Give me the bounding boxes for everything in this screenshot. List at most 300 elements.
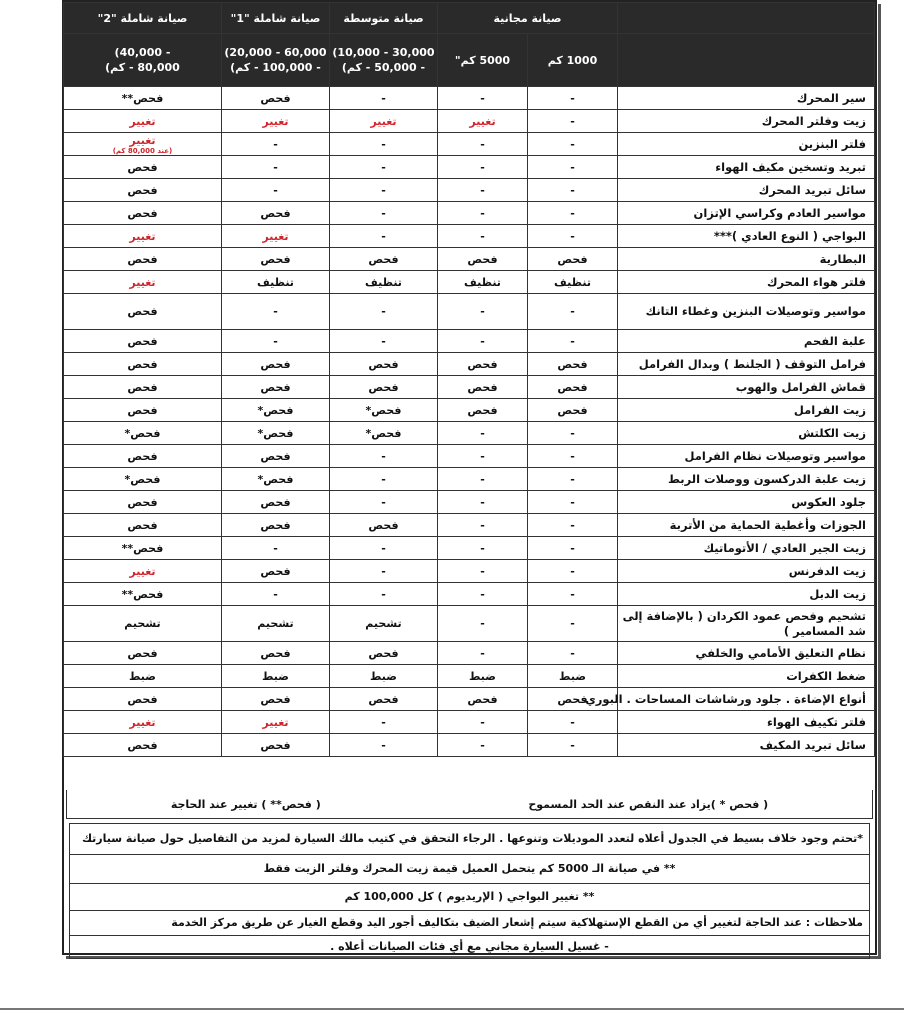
table-row [63, 376, 874, 399]
cell-value: - [480, 472, 485, 486]
cell-medium [329, 248, 437, 271]
table-row [63, 399, 874, 422]
cell-value: - [381, 160, 386, 174]
cell-value: فحص [368, 252, 399, 266]
cell-c1000 [528, 294, 618, 330]
header-row-2 [63, 34, 874, 87]
cell-value: تشحيم [124, 617, 161, 630]
row-item-label: نظام التعليق الأمامي والخلفي [618, 642, 875, 665]
page-bottom-rule [0, 1008, 904, 1010]
table-row [63, 514, 874, 537]
row-item-label: ضغط الكفرات [618, 665, 875, 688]
cell-value: - [570, 206, 575, 220]
cell-c5000 [437, 491, 527, 514]
cell-full2 [63, 271, 221, 294]
cell-value: - [480, 229, 485, 243]
cell-medium [329, 445, 437, 468]
table-row [63, 110, 874, 133]
medium-range-b: - 50,000 - كم) [341, 61, 426, 74]
full1-range-b: - 100,000 - كم) [230, 61, 321, 74]
cell-value: فحص [557, 252, 588, 266]
cell-value: ضبط [559, 669, 586, 683]
cell-medium [329, 156, 437, 179]
cell-medium [329, 294, 437, 330]
cell-full2 [63, 353, 221, 376]
cell-medium [329, 583, 437, 606]
cell-value: - [480, 646, 485, 660]
cell-value: فحص [127, 646, 158, 660]
cell-value: فحص* [257, 472, 294, 486]
cell-value: فحص* [365, 403, 402, 417]
cell-value: ضبط [370, 669, 397, 683]
row-item-label: فلتر البنزين [618, 133, 875, 156]
cell-full1 [221, 110, 329, 133]
cell-c1000 [528, 491, 618, 514]
maintenance-schedule-sheet [62, 0, 877, 955]
cell-c5000 [437, 560, 527, 583]
cell-c5000 [437, 225, 527, 248]
row-item-label: مواسير وتوصيلات البنزين وغطاء التانك [618, 294, 875, 330]
cell-value: - [570, 646, 575, 660]
cell-medium [329, 376, 437, 399]
cell-value: تغيير [370, 114, 397, 128]
cell-medium [329, 110, 437, 133]
row-item-label: فلتر هواء المحرك [618, 271, 875, 294]
cell-value: فحص [368, 380, 399, 394]
cell-value: - [381, 541, 386, 555]
cell-value: فحص [557, 692, 588, 706]
cell-value: - [273, 160, 278, 174]
row-item-label: فرامل التوقف ( الجلنط ) وبدال الفرامل [618, 353, 875, 376]
cell-full2 [63, 642, 221, 665]
cell-value: - [480, 715, 485, 729]
row-item-label: قماش الفرامل والهوب [618, 376, 875, 399]
cell-full1 [221, 734, 329, 757]
header-1000: 1000 كم [528, 34, 618, 87]
cell-c5000 [437, 468, 527, 491]
cell-c5000 [437, 711, 527, 734]
table-row [63, 248, 874, 271]
cell-value: تغيير [262, 715, 289, 729]
note-5: - غسيل السيارة مجاني مع أي فئات الصيانات أعلاه . [330, 940, 609, 953]
cell-full1 [221, 399, 329, 422]
cell-value: - [570, 472, 575, 486]
cell-value: - [570, 334, 575, 348]
cell-c1000 [528, 248, 618, 271]
cell-c1000 [528, 202, 618, 225]
cell-full1 [221, 606, 329, 642]
cell-value: - [570, 114, 575, 128]
cell-value: - [480, 183, 485, 197]
cell-value: فحص [127, 403, 158, 417]
cell-full2 [63, 445, 221, 468]
cell-value: فحص [557, 403, 588, 417]
cell-c1000 [528, 560, 618, 583]
cell-value: تغيير [129, 275, 156, 289]
cell-value: فحص [467, 380, 498, 394]
cell-full1 [221, 491, 329, 514]
cell-value: فحص [127, 380, 158, 394]
note-1: *تحتم وجود خلاف بسيط في الجدول أعلاه لتعدد الموديلات وتنوعها . الرجاء التحقق في كتيب مالك السيارة لمزيد من التفاصيل حول صيانة سيارتك [70, 824, 869, 855]
legend-row [66, 790, 873, 819]
cell-value: فحص [467, 403, 498, 417]
cell-medium [329, 514, 437, 537]
header-medium-range [329, 34, 437, 87]
cell-full2 [63, 202, 221, 225]
cell-full2 [63, 583, 221, 606]
cell-full1 [221, 711, 329, 734]
cell-value: - [570, 160, 575, 174]
cell-c1000 [528, 376, 618, 399]
row-item-label: زيت الفرامل [618, 399, 875, 422]
cell-value: فحص [260, 646, 291, 660]
cell-value: - [570, 449, 575, 463]
table-row [63, 330, 874, 353]
cell-medium [329, 87, 437, 110]
cell-c5000 [437, 376, 527, 399]
cell-value: تغيير [469, 114, 496, 128]
cell-full2 [63, 110, 221, 133]
cell-c5000 [437, 294, 527, 330]
cell-value: تغيير [129, 715, 156, 729]
cell-value: فحص [260, 692, 291, 706]
row-item-label: زيت الدفرنس [618, 560, 875, 583]
cell-value: فحص [260, 380, 291, 394]
cell-value: - [480, 564, 485, 578]
header-full2: صيانة شاملة "2" [63, 3, 221, 34]
row-item-label: تشحيم وفحص عمود الكردان ( بالإضافة إلى شد المسامير ) [618, 606, 875, 642]
cell-medium [329, 606, 437, 642]
cell-c5000 [437, 179, 527, 202]
cell-value: فحص* [124, 426, 161, 440]
table-row [63, 133, 874, 156]
cell-c1000 [528, 445, 618, 468]
cell-medium [329, 271, 437, 294]
cell-value: - [381, 472, 386, 486]
cell-value: فحص* [124, 472, 161, 486]
cell-value: فحص [127, 518, 158, 532]
row-item-label: مواسير وتوصيلات نظام الفرامل [618, 445, 875, 468]
cell-value: فحص* [257, 426, 294, 440]
row-item-label: سائل تبريد المكيف [618, 734, 875, 757]
cell-value: تنظيف [464, 275, 501, 289]
cell-full1 [221, 179, 329, 202]
table-row [63, 734, 874, 757]
cell-c1000 [528, 583, 618, 606]
cell-value: - [273, 587, 278, 601]
maintenance-table [63, 2, 875, 757]
cell-value: - [480, 541, 485, 555]
cell-medium [329, 225, 437, 248]
cell-value: - [480, 518, 485, 532]
cell-value: تشحيم [257, 617, 294, 630]
cell-value: - [480, 137, 485, 151]
cell-value: تغيير [129, 229, 156, 243]
table-row [63, 665, 874, 688]
row-item-label: فلتر تكييف الهواء [618, 711, 875, 734]
cell-full1 [221, 514, 329, 537]
cell-value: - [381, 564, 386, 578]
cell-value: - [480, 738, 485, 752]
cell-value: - [480, 587, 485, 601]
cell-c1000 [528, 156, 618, 179]
table-row [63, 179, 874, 202]
cell-value: - [381, 206, 386, 220]
cell-medium [329, 133, 437, 156]
cell-full2 [63, 294, 221, 330]
table-row [63, 468, 874, 491]
cell-medium [329, 688, 437, 711]
cell-c1000 [528, 87, 618, 110]
full2-range-a: - 40,000) [114, 46, 171, 59]
cell-value: - [480, 160, 485, 174]
cell-full2 [63, 248, 221, 271]
cell-full2 [63, 330, 221, 353]
cell-value: - [480, 91, 485, 105]
cell-full1 [221, 271, 329, 294]
table-row [63, 537, 874, 560]
cell-value: - [570, 518, 575, 532]
medium-range-a: 30,000 - 10,000) [332, 46, 435, 59]
note-2: ** في صيانة الـ 5000 كم يتحمل العميل قيمة زيت المحرك وفلتر الزيت فقط [70, 855, 869, 884]
cell-medium [329, 353, 437, 376]
cell-value: فحص [260, 518, 291, 532]
cell-full2 [63, 537, 221, 560]
cell-value: - [273, 183, 278, 197]
cell-full1 [221, 642, 329, 665]
cell-full1 [221, 376, 329, 399]
cell-full1 [221, 294, 329, 330]
row-item-label: الجوزات وأغطية الحماية من الأتربة [618, 514, 875, 537]
header-full1: صيانة شاملة "1" [221, 3, 329, 34]
cell-value: - [570, 183, 575, 197]
cell-value: تنظيف [365, 275, 402, 289]
cell-full2 [63, 133, 221, 156]
cell-full2 [63, 422, 221, 445]
row-item-label: سائل تبريد المحرك [618, 179, 875, 202]
table-row [63, 294, 874, 330]
cell-value: تغيير [262, 114, 289, 128]
cell-c5000 [437, 87, 527, 110]
cell-value: فحص** [121, 587, 164, 601]
cell-value: فحص [368, 692, 399, 706]
cell-value: فحص [127, 160, 158, 174]
cell-value: - [381, 449, 386, 463]
cell-value: فحص [127, 206, 158, 220]
cell-value: - [570, 715, 575, 729]
cell-value: - [381, 715, 386, 729]
cell-full1 [221, 133, 329, 156]
cell-full2 [63, 606, 221, 642]
cell-value: فحص* [365, 426, 402, 440]
cell-c1000 [528, 606, 618, 642]
legend-left: ( فحص** ) تغيير عند الحاجة [170, 797, 321, 811]
cell-full2 [63, 468, 221, 491]
cell-full2 [63, 179, 221, 202]
cell-c5000 [437, 110, 527, 133]
cell-value: تغيير [129, 114, 156, 128]
cell-c1000 [528, 514, 618, 537]
header-free: صيانة مجانية [437, 3, 617, 34]
cell-value: فحص [127, 738, 158, 752]
cell-full1 [221, 156, 329, 179]
cell-medium [329, 179, 437, 202]
cell-c1000 [528, 642, 618, 665]
cell-value: فحص [260, 252, 291, 266]
cell-value: فحص [260, 357, 291, 371]
cell-full2 [63, 560, 221, 583]
table-row [63, 202, 874, 225]
cell-value: فحص [260, 449, 291, 463]
row-item-label: البواجي ( النوع العادي )*** [618, 225, 875, 248]
cell-c1000 [528, 537, 618, 560]
cell-full1 [221, 353, 329, 376]
table-row [63, 87, 874, 110]
cell-medium [329, 330, 437, 353]
cell-value: فحص [368, 357, 399, 371]
cell-c5000 [437, 445, 527, 468]
cell-value: تغيير [129, 133, 156, 147]
header-row-1 [63, 3, 874, 34]
cell-value: فحص* [257, 403, 294, 417]
cell-value: فحص** [121, 91, 164, 105]
note-4: ملاحظات : عند الحاجة لتغيير أي من القطع الإستهلاكية سيتم إشعار الضيف بتكاليف أجور اليد وقطع الغيار عن طريق مركز الخدمة [70, 911, 869, 936]
cell-c5000 [437, 202, 527, 225]
cell-value: - [480, 495, 485, 509]
cell-c5000 [437, 583, 527, 606]
cell-value: - [570, 137, 575, 151]
cell-c1000 [528, 225, 618, 248]
cell-full2 [63, 514, 221, 537]
table-row [63, 445, 874, 468]
header-full2-range [63, 34, 221, 87]
cell-value: - [273, 137, 278, 151]
cell-value: فحص** [121, 541, 164, 555]
row-item-label: مواسير العادم وكراسي الإتزان [618, 202, 875, 225]
cell-full2 [63, 711, 221, 734]
row-item-label: زيت الجير العادي / الأتوماتيك [618, 537, 875, 560]
cell-value: ضبط [469, 669, 496, 683]
cell-value: تنظيف [554, 275, 591, 289]
cell-value: فحص [260, 91, 291, 105]
cell-value: ضبط [262, 669, 289, 683]
cell-value: - [570, 738, 575, 752]
row-item-label: زيت وفلتر المحرك [618, 110, 875, 133]
cell-value: - [570, 91, 575, 105]
cell-c5000 [437, 248, 527, 271]
cell-value: - [480, 449, 485, 463]
cell-full2 [63, 688, 221, 711]
cell-c1000 [528, 468, 618, 491]
row-item-label: زيت الكلتش [618, 422, 875, 445]
table-row [63, 606, 874, 642]
cell-value: فحص [467, 357, 498, 371]
cell-full1 [221, 202, 329, 225]
cell-c1000 [528, 330, 618, 353]
cell-full1 [221, 87, 329, 110]
cell-value: فحص [260, 495, 291, 509]
table-row [63, 583, 874, 606]
cell-value: - [273, 541, 278, 555]
cell-value: - [381, 738, 386, 752]
cell-c5000 [437, 399, 527, 422]
cell-c1000 [528, 353, 618, 376]
cell-value: - [570, 564, 575, 578]
cell-medium [329, 665, 437, 688]
cell-medium [329, 399, 437, 422]
cell-value: تشحيم [365, 617, 402, 630]
cell-medium [329, 734, 437, 757]
row-item-label: أنواع الإضاءة . جلود ورشاشات المساحات . البوري [618, 688, 875, 711]
cell-value: فحص [127, 495, 158, 509]
cell-value: - [273, 305, 278, 318]
cell-value: فحص [127, 692, 158, 706]
cell-c5000 [437, 330, 527, 353]
header-blank-2 [618, 34, 875, 87]
cell-value: - [381, 183, 386, 197]
cell-c5000 [437, 353, 527, 376]
cell-full1 [221, 665, 329, 688]
cell-c1000 [528, 271, 618, 294]
table-row [63, 271, 874, 294]
cell-full1 [221, 688, 329, 711]
cell-c1000 [528, 422, 618, 445]
header-5000: 5000 كم" [437, 34, 527, 87]
cell-value: فحص [127, 305, 158, 318]
header-full1-range [221, 34, 329, 87]
cell-full1 [221, 468, 329, 491]
cell-c5000 [437, 688, 527, 711]
cell-value: - [570, 305, 575, 318]
notes-box [69, 823, 870, 959]
cell-full2 [63, 491, 221, 514]
cell-value: تغيير [129, 564, 156, 578]
cell-value: - [381, 91, 386, 105]
cell-medium [329, 491, 437, 514]
cell-value: ضبط [129, 669, 156, 683]
table-row [63, 422, 874, 445]
cell-c1000 [528, 711, 618, 734]
cell-value: فحص [467, 252, 498, 266]
cell-c1000 [528, 399, 618, 422]
cell-value: - [480, 426, 485, 440]
table-row [63, 353, 874, 376]
cell-value: فحص [260, 564, 291, 578]
cell-value: - [570, 495, 575, 509]
cell-medium [329, 422, 437, 445]
cell-value: - [480, 305, 485, 318]
cell-value: فحص [127, 357, 158, 371]
notes-section [66, 790, 873, 959]
cell-value: فحص [368, 518, 399, 532]
cell-value: - [480, 334, 485, 348]
cell-c5000 [437, 537, 527, 560]
cell-value: - [381, 587, 386, 601]
cell-value: - [381, 229, 386, 243]
cell-medium [329, 711, 437, 734]
table-row [63, 225, 874, 248]
cell-value: فحص [368, 646, 399, 660]
row-item-label: البطارية [618, 248, 875, 271]
cell-value: فحص [260, 206, 291, 220]
cell-value: فحص [467, 692, 498, 706]
row-item-label: سير المحرك [618, 87, 875, 110]
cell-full2 [63, 399, 221, 422]
cell-c5000 [437, 734, 527, 757]
row-item-label: زيت علبة الدركسون ووصلات الربط [618, 468, 875, 491]
cell-c5000 [437, 665, 527, 688]
table-row [63, 642, 874, 665]
